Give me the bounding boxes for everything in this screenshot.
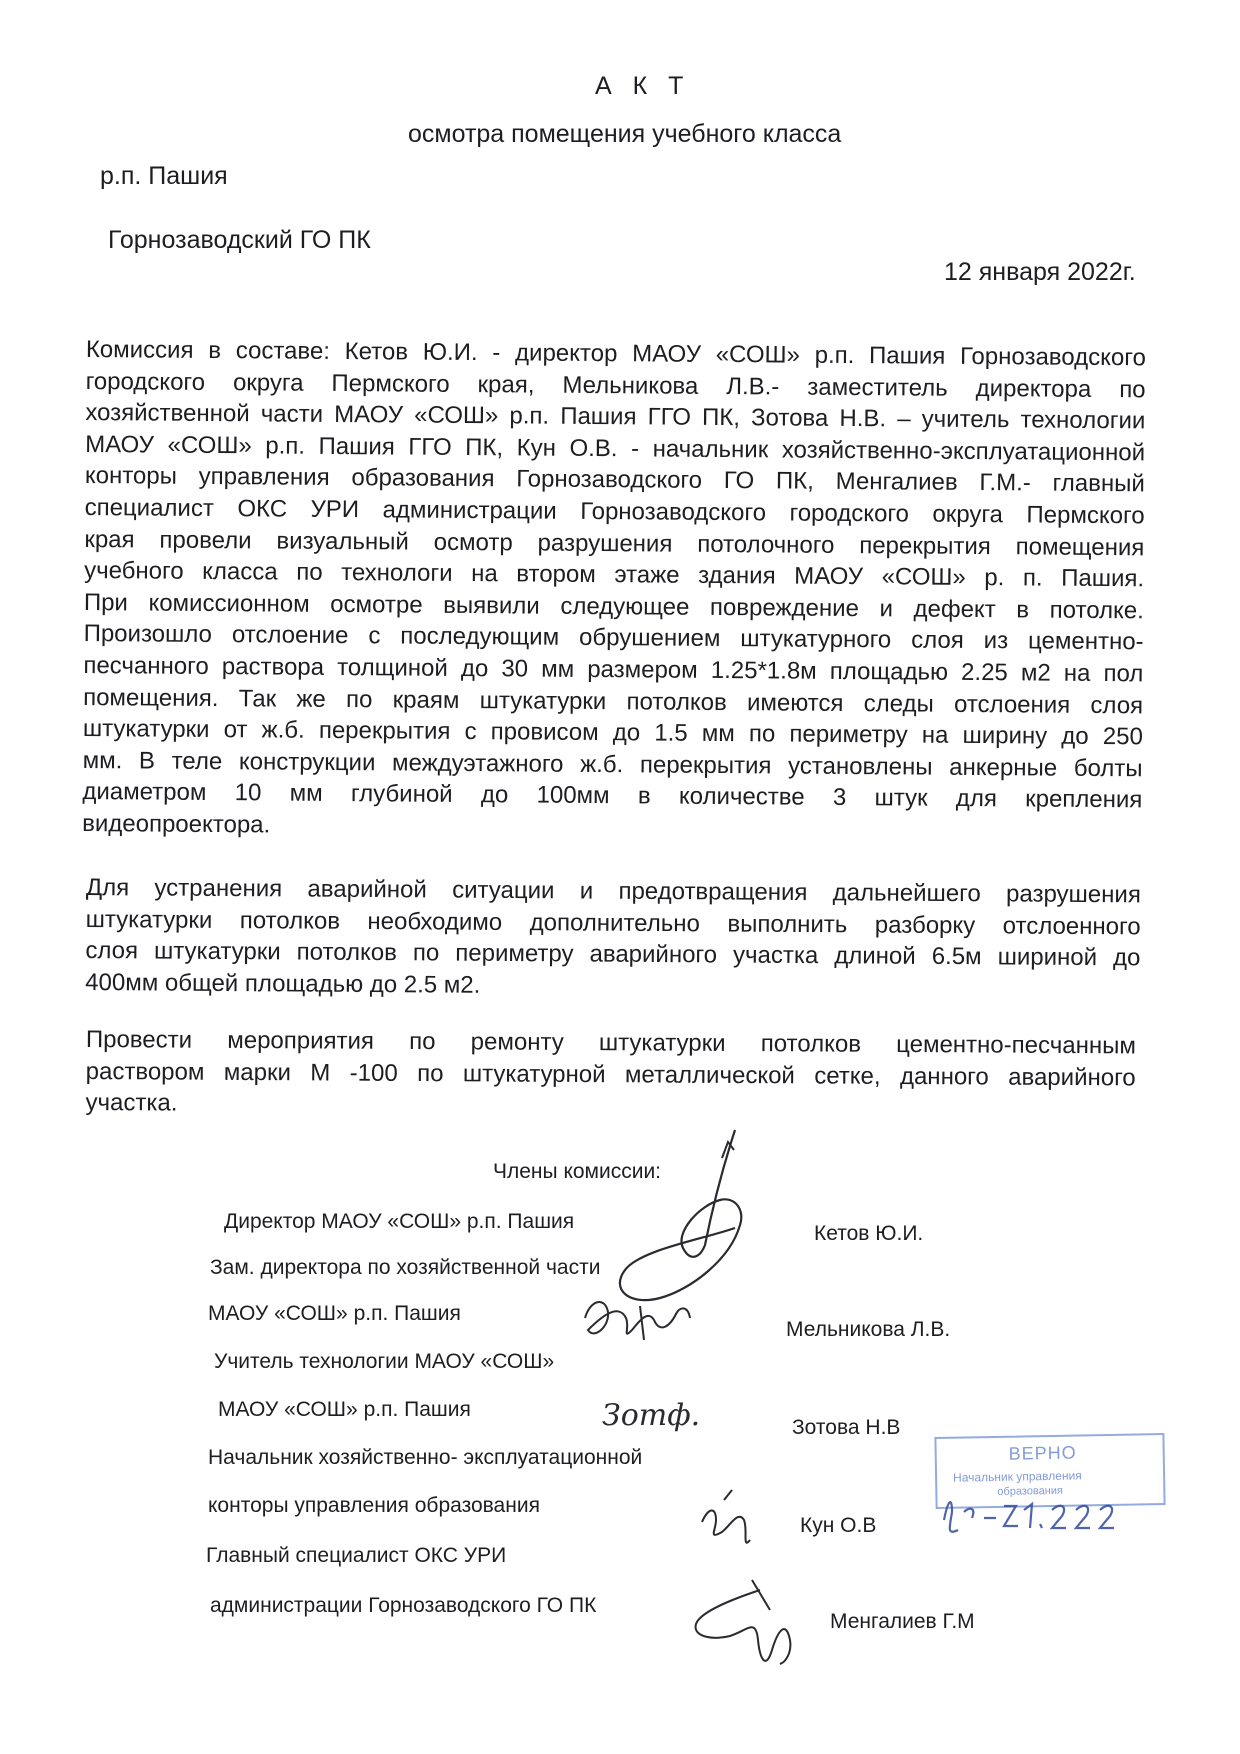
paragraph-repair <box>85 1024 1136 1125</box>
document-date: 12 января 2022г. <box>944 258 1136 286</box>
signature-name: Мельникова Л.В. <box>786 1318 951 1341</box>
paragraph-line: конторы управления образования Горнозаводского ГО ПК, Менгалиев Г.М.- главный <box>84 462 1145 498</box>
stamp-line: образования <box>997 1484 1064 1498</box>
signature-role: МАОУ «СОШ» р.п. Пашия <box>208 1302 461 1325</box>
stamp-line: Начальник управления <box>952 1468 1082 1485</box>
paragraph-line: 400мм общей площадью до 2.5 м2. <box>85 968 481 999</box>
signature-scribble-kun <box>702 1490 750 1543</box>
document-subtitle: осмотра помещения учебного класса <box>408 120 842 148</box>
paragraph-line: песчанного раствора толщиной до 30 мм размером 1.25*1.8м площадью 2.25 м2 на пол <box>83 651 1144 688</box>
paragraph-line: помещения. Так же по краям штукатурки потолков имеются следы отслоения слоя <box>83 683 1144 719</box>
verification-stamp <box>934 1433 1165 1509</box>
signature-scribble-ketov <box>620 1130 741 1300</box>
signature-scribble-melnikova <box>585 1302 690 1334</box>
paragraph-line: Комиссия в составе: Кетов Ю.И. - директор МАОУ «СОШ» р.п. Пашия Горнозаводского <box>85 335 1146 372</box>
paragraph-line: мм. В теле конструкции междуэтажного ж.б. перекрытия установлены анкерные болты <box>82 746 1143 783</box>
stamp-title: ВЕРНО <box>1008 1442 1077 1464</box>
signature-name: Зотова Н.В <box>792 1416 901 1439</box>
paragraph-line: раствором марки М -100 по штукатурной металлической сетке, данного аварийного <box>85 1057 1136 1092</box>
signature-name: Кетов Ю.И. <box>814 1222 924 1245</box>
signature-scribble-ketov <box>722 1142 734 1158</box>
signature-role: Директор МАОУ «СОШ» р.п. Пашия <box>224 1210 575 1233</box>
paragraph-line: городского округа Пермского края, Мельникова Л.В.- заместитель директора по <box>85 367 1146 403</box>
signature-role: конторы управления образования <box>208 1494 540 1517</box>
paragraph-remediation <box>85 872 1141 1006</box>
signature-zotova: Зотф. <box>602 1398 701 1433</box>
paragraph-line: специалист ОКС УРИ администрации Горнозаводского городского округа Пермского <box>84 493 1145 530</box>
paragraph-line: слоя штукатурки потолков по периметру аварийного участка длиной 6.5м шириной до <box>85 937 1141 972</box>
signature-role: МАОУ «СОШ» р.п. Пашия <box>218 1398 471 1421</box>
paragraph-line: Произошло отслоение с последующим обрушением штукатурного слоя из цементно- <box>83 620 1144 656</box>
signature-scribble-mengaliev <box>696 1580 791 1664</box>
paragraph-line: Провести мероприятия по ремонту штукатурки потолков цементно-песчанным <box>85 1026 1136 1060</box>
paragraph-commission <box>82 334 1146 848</box>
paragraph-line: МАОУ «СОШ» р.п. Пашия ГГО ПК, Кун О.В. - начальник хозяйственно-эксплуатационной <box>85 430 1146 467</box>
signature-role: Главный специалист ОКС УРИ <box>206 1544 507 1567</box>
paragraph-line: штукатурки от ж.б. перекрытия с провисом до 1.5 мм по периметру на ширину до 250 <box>82 715 1143 751</box>
signature-role: Учитель технологии МАОУ «СОШ» <box>214 1350 555 1373</box>
paragraph-line: диаметром 10 мм глубиной до 100мм в количестве 3 штук для крепления <box>82 778 1143 814</box>
document-district: Горнозаводский ГО ПК <box>108 226 371 254</box>
signature-role: Зам. директора по хозяйственной части <box>210 1256 601 1279</box>
paragraph-line: хозяйственной части МАОУ «СОШ» р.п. Пашия ГГО ПК, Зотова Н.В. – учитель технологии <box>85 399 1146 435</box>
paragraph-line: При комиссионном осмотре выявили следующее повреждение и дефект в потолке. <box>83 588 1144 625</box>
paragraph-line: штукатурки потолков необходимо дополнительно выполнить разборку отслоенного <box>85 905 1141 940</box>
paragraph-line: Для устранения аварийной ситуации и предотвращения дальнейшего разрушения <box>85 873 1141 909</box>
signature-role: Начальник хозяйственно- эксплуатационной <box>208 1446 643 1469</box>
signature-name: Кун О.В <box>800 1514 877 1537</box>
signature-role: администрации Горнозаводского ГО ПК <box>210 1594 597 1617</box>
signature-scribble-melnikova <box>640 1306 644 1340</box>
paragraph-line: учебного класса по технологи на втором этаже здания МАОУ «СОШ» р. п. Пашия. <box>84 557 1145 593</box>
document-title: А К Т <box>595 72 691 100</box>
paragraph-line: края провели визуальный осмотр разрушения потолочного перекрытия помещения <box>84 525 1145 561</box>
paragraph-line: участка. <box>85 1089 178 1117</box>
paragraph-line: видеопроектора. <box>82 809 271 839</box>
signatures-heading: Члены комиссии: <box>493 1160 662 1183</box>
signature-name: Менгалиев Г.М <box>830 1610 975 1633</box>
document-place: р.п. Пашия <box>100 162 228 190</box>
